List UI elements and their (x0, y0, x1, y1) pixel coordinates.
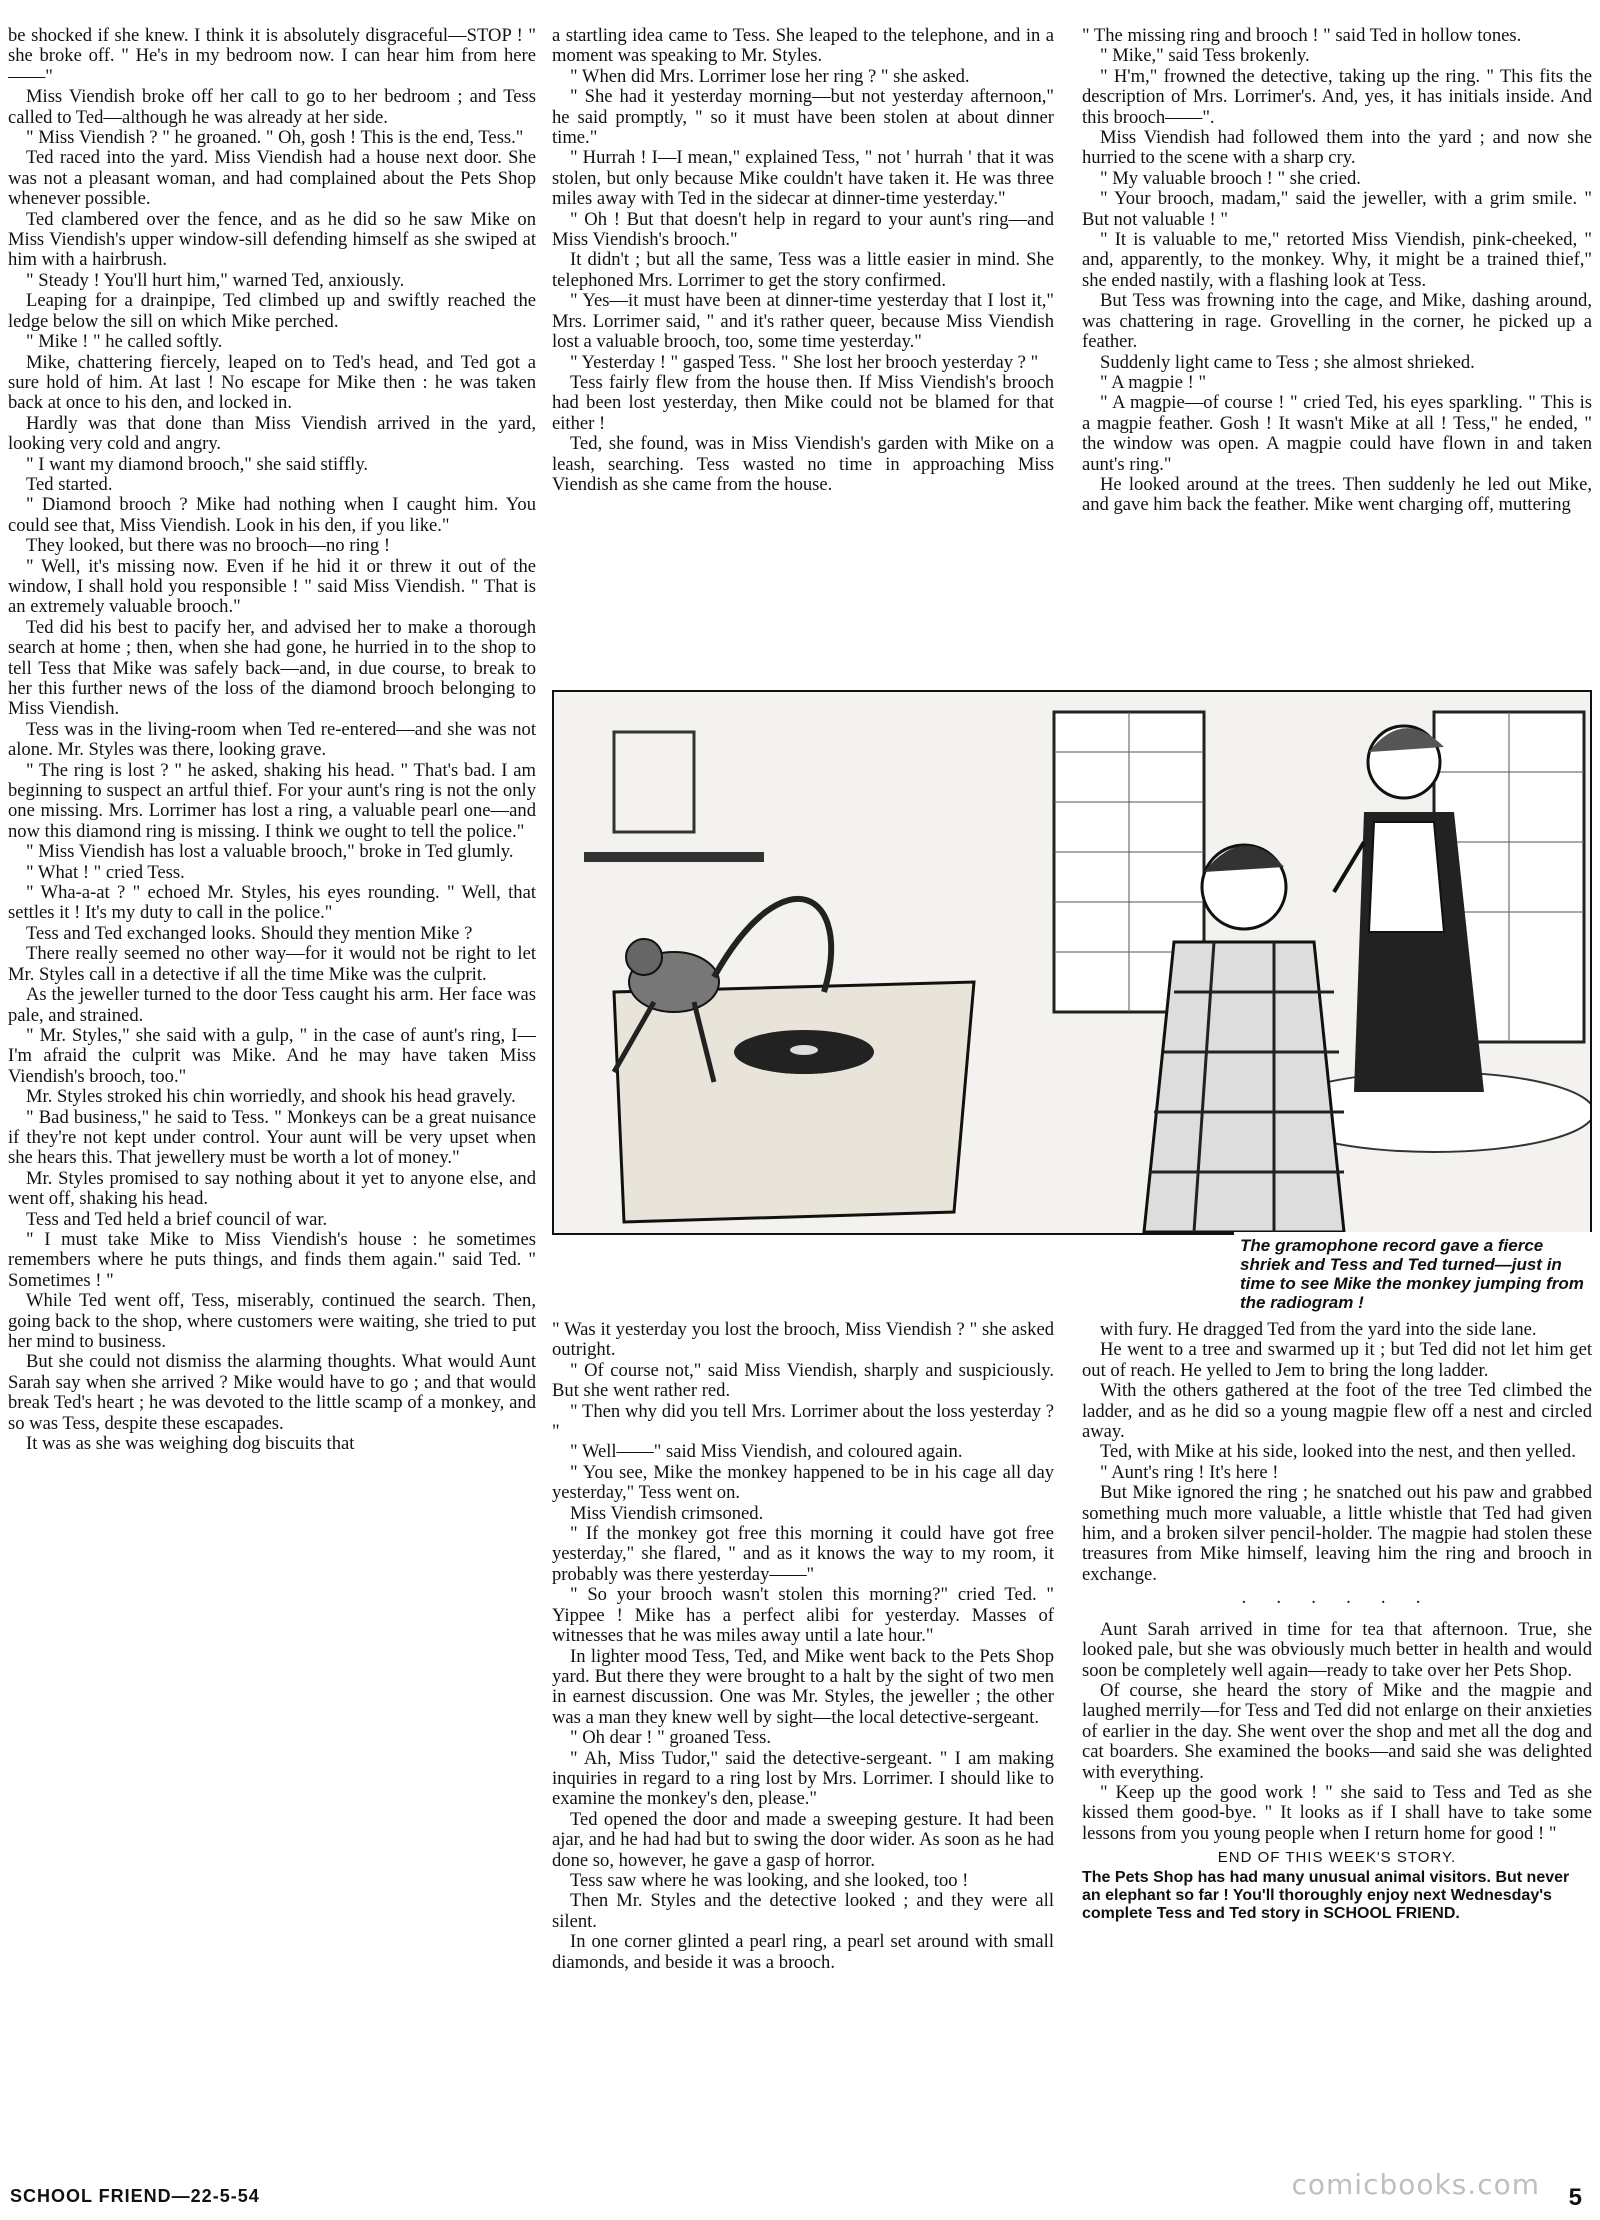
story-paragraph: be shocked if she knew. I think it is absolutely disgraceful—STOP ! " she broke off. " He's in my bedroom now. I can hear him from here——" (8, 26, 536, 87)
story-paragraph: But she could not dismiss the alarming thoughts. What would Aunt Sarah say when she arrived ? Mike would have to go ; and that would break Ted's heart ; he was devoted to the little scamp of a monkey, and so was Tess, despite these escapades. (8, 1351, 536, 1434)
section-break-dots: · · · · · · (1240, 1592, 1434, 1614)
story-paragraph: Tess saw where he was looking, and she looked, too ! (570, 1869, 969, 1891)
story-paragraph: Ted did his best to pacify her, and advised her to make a thorough search at home ; then, when she had gone, he hurried in to the shop to tell Tess that Mike was safely back—and, in due course, to break to her this further news of the loss of the diamond brooch belonging to Miss Viendish. (8, 616, 536, 720)
story-paragraph: " If the monkey got free this morning it could have got free yesterday," she flared, " and as it knows the way to my room, it probably was there yesterday——" (552, 1523, 1054, 1585)
story-paragraph: Tess fairly flew from the house then. If Miss Viendish's brooch had been lost yesterday, then Mike could not be blamed for that either ! (552, 371, 1054, 434)
story-paragraph: " Keep up the good work ! " she said to Tess and Ted as she kissed them good-bye. " It looks as if I shall have to take some lessons from you young people when I return home for good ! " (1082, 1781, 1592, 1844)
story-paragraph: " Oh ! But that doesn't help in regard to your aunt's ring—and Miss Viendish's brooch." (552, 208, 1054, 251)
story-paragraph: Suddenly light came to Tess ; she almost shrieked. (1100, 351, 1475, 373)
story-paragraph: Ted clambered over the fence, and as he did so he saw Mike on Miss Viendish's upper window-sill defending himself as she swiped at him with a hairbrush. (8, 208, 536, 271)
story-paragraph: " A magpie—of course ! " cried Ted, his eyes sparkling. " This is a magpie feather. Gosh ! It wasn't Mike at all ! Tess," he ended, " the window was open. A magpie could have flown in and taken aunt's ring." (1082, 392, 1592, 475)
story-paragraph: with fury. He dragged Ted from the yard into the side lane. (1100, 1320, 1537, 1340)
story-ending-part1 (1082, 1320, 1592, 1585)
story-paragraph: " Mike ! " he called softly. (26, 331, 223, 353)
story-column-middle-top (552, 26, 1054, 676)
story-paragraph: " Hurrah ! I—I mean," explained Tess, " not ' hurrah ' that it was stolen, but only because Mike couldn't have taken it. He was three miles away with Ted in the sidecar at dinner-time yesterday." (552, 147, 1054, 210)
story-paragraph: " Ah, Miss Tudor," said the detective-sergeant. " I am making inquiries in regard to a ring lost by Mrs. Lorrimer. I should like to examine the monkey's den, please." (552, 1747, 1054, 1810)
story-paragraph: " I must take Mike to Miss Viendish's house : he sometimes remembers where he puts things, and finds them again." said Ted. " Sometimes ! " (8, 1228, 536, 1291)
story-column-middle-bottom (552, 1320, 1054, 2182)
story-paragraph: " What ! " cried Tess. (26, 861, 185, 883)
story-paragraph: " Of course not," said Miss Viendish, sharply and suspiciously. But she went rather red. (552, 1359, 1054, 1402)
story-paragraph: He went to a tree and swarmed up it ; but Ted did not let him get out of reach. He yelled to Jem to bring the long ladder. (1082, 1339, 1592, 1381)
story-paragraph: " Oh dear ! " groaned Tess. (570, 1727, 771, 1749)
story-paragraph: " Well——" said Miss Viendish, and coloured again. (570, 1441, 963, 1463)
magazine-footer: SCHOOL FRIEND—22-5-54 (10, 2186, 260, 2206)
story-paragraph: " Diamond brooch ? Mike had nothing when I caught him. You could see that, Miss Viendish. Look in his den, if you like." (8, 494, 536, 536)
story-ending-part2 (1082, 1620, 1592, 1844)
story-paragraph: Hardly was that done than Miss Viendish arrived in the yard, looking very cold and angry. (8, 412, 536, 455)
story-paragraph: " Aunt's ring ! It's here ! (1100, 1461, 1279, 1483)
story-paragraph: " The missing ring and brooch ! " said Ted in hollow tones. (1082, 26, 1522, 46)
story-paragraph: Ted, with Mike at his side, looked into the nest, and then yelled. (1100, 1441, 1576, 1463)
story-paragraph: They looked, but there was no brooch—no ring ! (26, 535, 391, 557)
story-paragraph: But Tess was frowning into the cage, and Mike, dashing around, was chattering in rage. Grovelling in the corner, he picked up a feather. (1082, 290, 1592, 353)
story-paragraph: It didn't ; but all the same, Tess was a little easier in mind. She telephoned Mrs. Lorrimer to get the story confirmed. (552, 249, 1054, 291)
story-paragraph: Mr. Styles stroked his chin worriedly, and shook his head gravely. (26, 1086, 516, 1108)
story-paragraph: a startling idea came to Tess. She leaped to the telephone, and in a moment was speaking to Mr. Styles. (552, 26, 1054, 67)
illustration-caption: The gramophone record gave a fierce shriek and Tess and Ted turned—just in time to see Mike the monkey jumping from the radiogram ! (1234, 1232, 1594, 1316)
story-paragraph: " Yesterday ! " gasped Tess. " She lost her brooch yesterday ? " (570, 351, 1039, 373)
story-paragraph: Then Mr. Styles and the detective looked ; and they were all silent. (552, 1890, 1054, 1932)
story-paragraph: " I want my diamond brooch," she said stiffly. (26, 453, 369, 475)
story-paragraph: " A magpie ! " (1100, 371, 1207, 393)
story-paragraph: " Mike," said Tess brokenly. (1100, 45, 1310, 67)
end-of-story-line: END OF THIS WEEK'S STORY. (1217, 1849, 1457, 1867)
story-paragraph: " Then why did you tell Mrs. Lorrimer about the loss yesterday ? " (552, 1400, 1054, 1443)
story-paragraph: As the jeweller turned to the door Tess caught his arm. Her face was pale, and strained. (8, 984, 536, 1026)
story-paragraph: " Wha-a-at ? " echoed Mr. Styles, his eyes rounding. " Well, that settles it ! It's my duty to call in the police." (8, 882, 536, 924)
story-paragraph: Mike, chattering fiercely, leaped on to Ted's head, and Ted got a sure hold of him. At last ! No escape for Mike then : he was taken back at once to his den, and locked in. (8, 351, 536, 414)
story-column-right-top (1082, 26, 1592, 684)
story-paragraph: Miss Viendish broke off her call to go to her bedroom ; and Tess called to Ted—although he was already at her side. (8, 86, 536, 128)
story-paragraph: " She had it yesterday morning—but not yesterday afternoon," he said promptly, " so it must have been stolen at about dinner time." (552, 86, 1054, 149)
illustration-drawing (554, 692, 1590, 1233)
story-paragraph: " It is valuable to me," retorted Miss Viendish, pink-cheeked, " and, apparently, to the monkey. Why, it might be a trained thief," she ended nastily, with a flashing look at Tess. (1082, 229, 1592, 291)
story-paragraph: Ted, she found, was in Miss Viendish's garden with Mike on a leash, searching. Tess wasted no time in approaching Miss Viendish as she came from the house. (552, 433, 1054, 495)
story-paragraph: " You see, Mike the monkey happened to be in his cage all day yesterday," Tess went on. (552, 1461, 1054, 1504)
story-paragraph: He looked around at the trees. Then suddenly he led out Mike, and gave him back the feather. Mike went charging off, muttering (1082, 473, 1592, 516)
story-paragraph: While Ted went off, Tess, miserably, continued the search. Then, going back to the shop, where customers were waiting, she tried to put her mind to business. (8, 1290, 536, 1352)
story-paragraph: " H'm," frowned the detective, taking up the ring. " This fits the description of Mrs. Lorrimer's. And, yes, it has initials inside. And this brooch——". (1082, 65, 1592, 128)
story-column-right-bottom (1082, 1320, 1592, 2182)
story-paragraph: In lighter mood Tess, Ted, and Mike went back to the Pets Shop yard. But there they were brought to a halt by the sight of two men in earnest discussion. One was Mr. Styles, the jeweller ; the other was a man they knew well by sight—the local detective-sergeant. (552, 1645, 1054, 1728)
story-paragraph: " Mr. Styles," she said with a gulp, " in the case of aunt's ring, I—I'm afraid the culprit was Mike. And he may have taken Miss Viendish's brooch, too." (8, 1024, 536, 1087)
story-paragraph: But Mike ignored the ring ; he snatched out his paw and grabbed something much more valuable, a little whistle that Ted had given him, and a broken silver pencil-holder. The magpie had stolen these treasures from Mike himself, leaving him the ring and brooch in exchange. (1082, 1482, 1592, 1585)
story-paragraph: Tess was in the living-room when Ted re-entered—and she was not alone. Mr. Styles was there, looking grave. (8, 718, 536, 761)
story-paragraph: " Your brooch, madam," said the jeweller, with a grim smile. " But not valuable ! " (1082, 188, 1592, 230)
story-paragraph: Tess and Ted held a brief council of war. (26, 1208, 328, 1230)
story-paragraph: " My valuable brooch ! " she cried. (1100, 167, 1361, 189)
story-paragraph: Leaping for a drainpipe, Ted climbed up and swiftly reached the ledge below the sill on which Mike perched. (8, 290, 536, 332)
story-paragraph: Tess and Ted exchanged looks. Should they mention Mike ? (26, 922, 473, 944)
story-paragraph: " So your brooch wasn't stolen this morning?" cried Ted. " Yippee ! Mike has a perfect alibi for yesterday. Masses of witnesses that he was miles away until a late hour." (552, 1584, 1054, 1647)
story-column-left (8, 26, 536, 2176)
story-paragraph: It was as she was weighing dog biscuits that (26, 1433, 355, 1455)
story-paragraph: Ted started. (26, 473, 113, 495)
story-paragraph: Mr. Styles promised to say nothing about it yet to anyone else, and went off, shaking his head. (8, 1167, 536, 1210)
watermark: comicbooks.com (1291, 2168, 1540, 2201)
story-paragraph: With the others gathered at the foot of the tree Ted climbed the ladder, and as he did so a young magpie flew off a nest and circled away. (1082, 1380, 1592, 1443)
story-paragraph: " Yes—it must have been at dinner-time yesterday that I lost it," Mrs. Lorrimer said, " and it's rather queer, because Miss Viendish lost a valuable brooch, too, some time yesterday." (552, 290, 1054, 353)
story-paragraph: " The ring is lost ? " he asked, shaking his head. " That's bad. I am beginning to suspect an artful thief. For your aunt's ring is not the only one missing. Mrs. Lorrimer has lost a ring, a valuable pearl one—and now this diamond ring is missing. I think we ought to tell the police." (8, 759, 536, 842)
story-paragraph: Miss Viendish crimsoned. (570, 1502, 764, 1524)
story-paragraph: There really seemed no other way—for it would not be right to let Mr. Styles call in a detective if all the time Mike was the culprit. (8, 943, 536, 985)
story-paragraph: Miss Viendish had followed them into the yard ; and now she hurried to the scene with a sharp cry. (1082, 127, 1592, 169)
story-paragraph: Aunt Sarah arrived in time for tea that afternoon. True, she looked pale, but she was obviously much better in health and would soon be completely well again—ready to take over her Pets Shop. (1082, 1618, 1592, 1681)
story-paragraph: In one corner glinted a pearl ring, a pearl set around with small diamonds, and beside it was a brooch. (552, 1931, 1054, 1973)
story-paragraph: Ted raced into the yard. Miss Viendish had a house next door. She was not a pleasant woman, and had complained about the Pets Shop whenever possible. (8, 147, 536, 210)
story-paragraph: " Miss Viendish ? " he groaned. " Oh, gosh ! This is the end, Tess." (26, 127, 524, 149)
story-paragraph: " Was it yesterday you lost the brooch, Miss Viendish ? " she asked outright. (552, 1320, 1054, 1361)
page-number: 5 (1568, 2184, 1582, 2211)
story-paragraph: " Steady ! You'll hurt him," warned Ted, anxiously. (26, 269, 405, 291)
story-paragraph: " Bad business," he said to Tess. " Monkeys can be a great nuisance if they're not kept under control. Your aunt will be very upset when she hears this. That jewellery must be worth a lot of money." (8, 1106, 536, 1169)
story-paragraph: Of course, she heard the story of Mike and the magpie and laughed merrily—for Tess and Ted did not enlarge on their anxieties of earlier in the day. She went over the shop and met all the dog and cat boarders. She examined the books—and said she was delighted with everything. (1082, 1679, 1592, 1783)
next-week-promo: The Pets Shop has had many unusual animal visitors. But never an elephant so far ! You'll thoroughly enjoy next Wednesday's complete Tess and Ted story in SCHOOL FRIEND. (1082, 1868, 1570, 1922)
story-paragraph: " Miss Viendish has lost a valuable brooch," broke in Ted glumly. (26, 841, 514, 863)
story-paragraph: Ted opened the door and made a sweeping gesture. It had been ajar, and he had had but to swing the door wider. As soon as he had done so, however, he gave a gasp of horror. (552, 1808, 1054, 1871)
story-paragraph: " When did Mrs. Lorrimer lose her ring ? " she asked. (570, 65, 970, 87)
story-illustration (552, 690, 1592, 1235)
story-paragraph: " Well, it's missing now. Even if he hid it or threw it out of the window, I shall hold you responsible ! " said Miss Viendish. " That is an extremely valuable brooch." (8, 555, 536, 618)
